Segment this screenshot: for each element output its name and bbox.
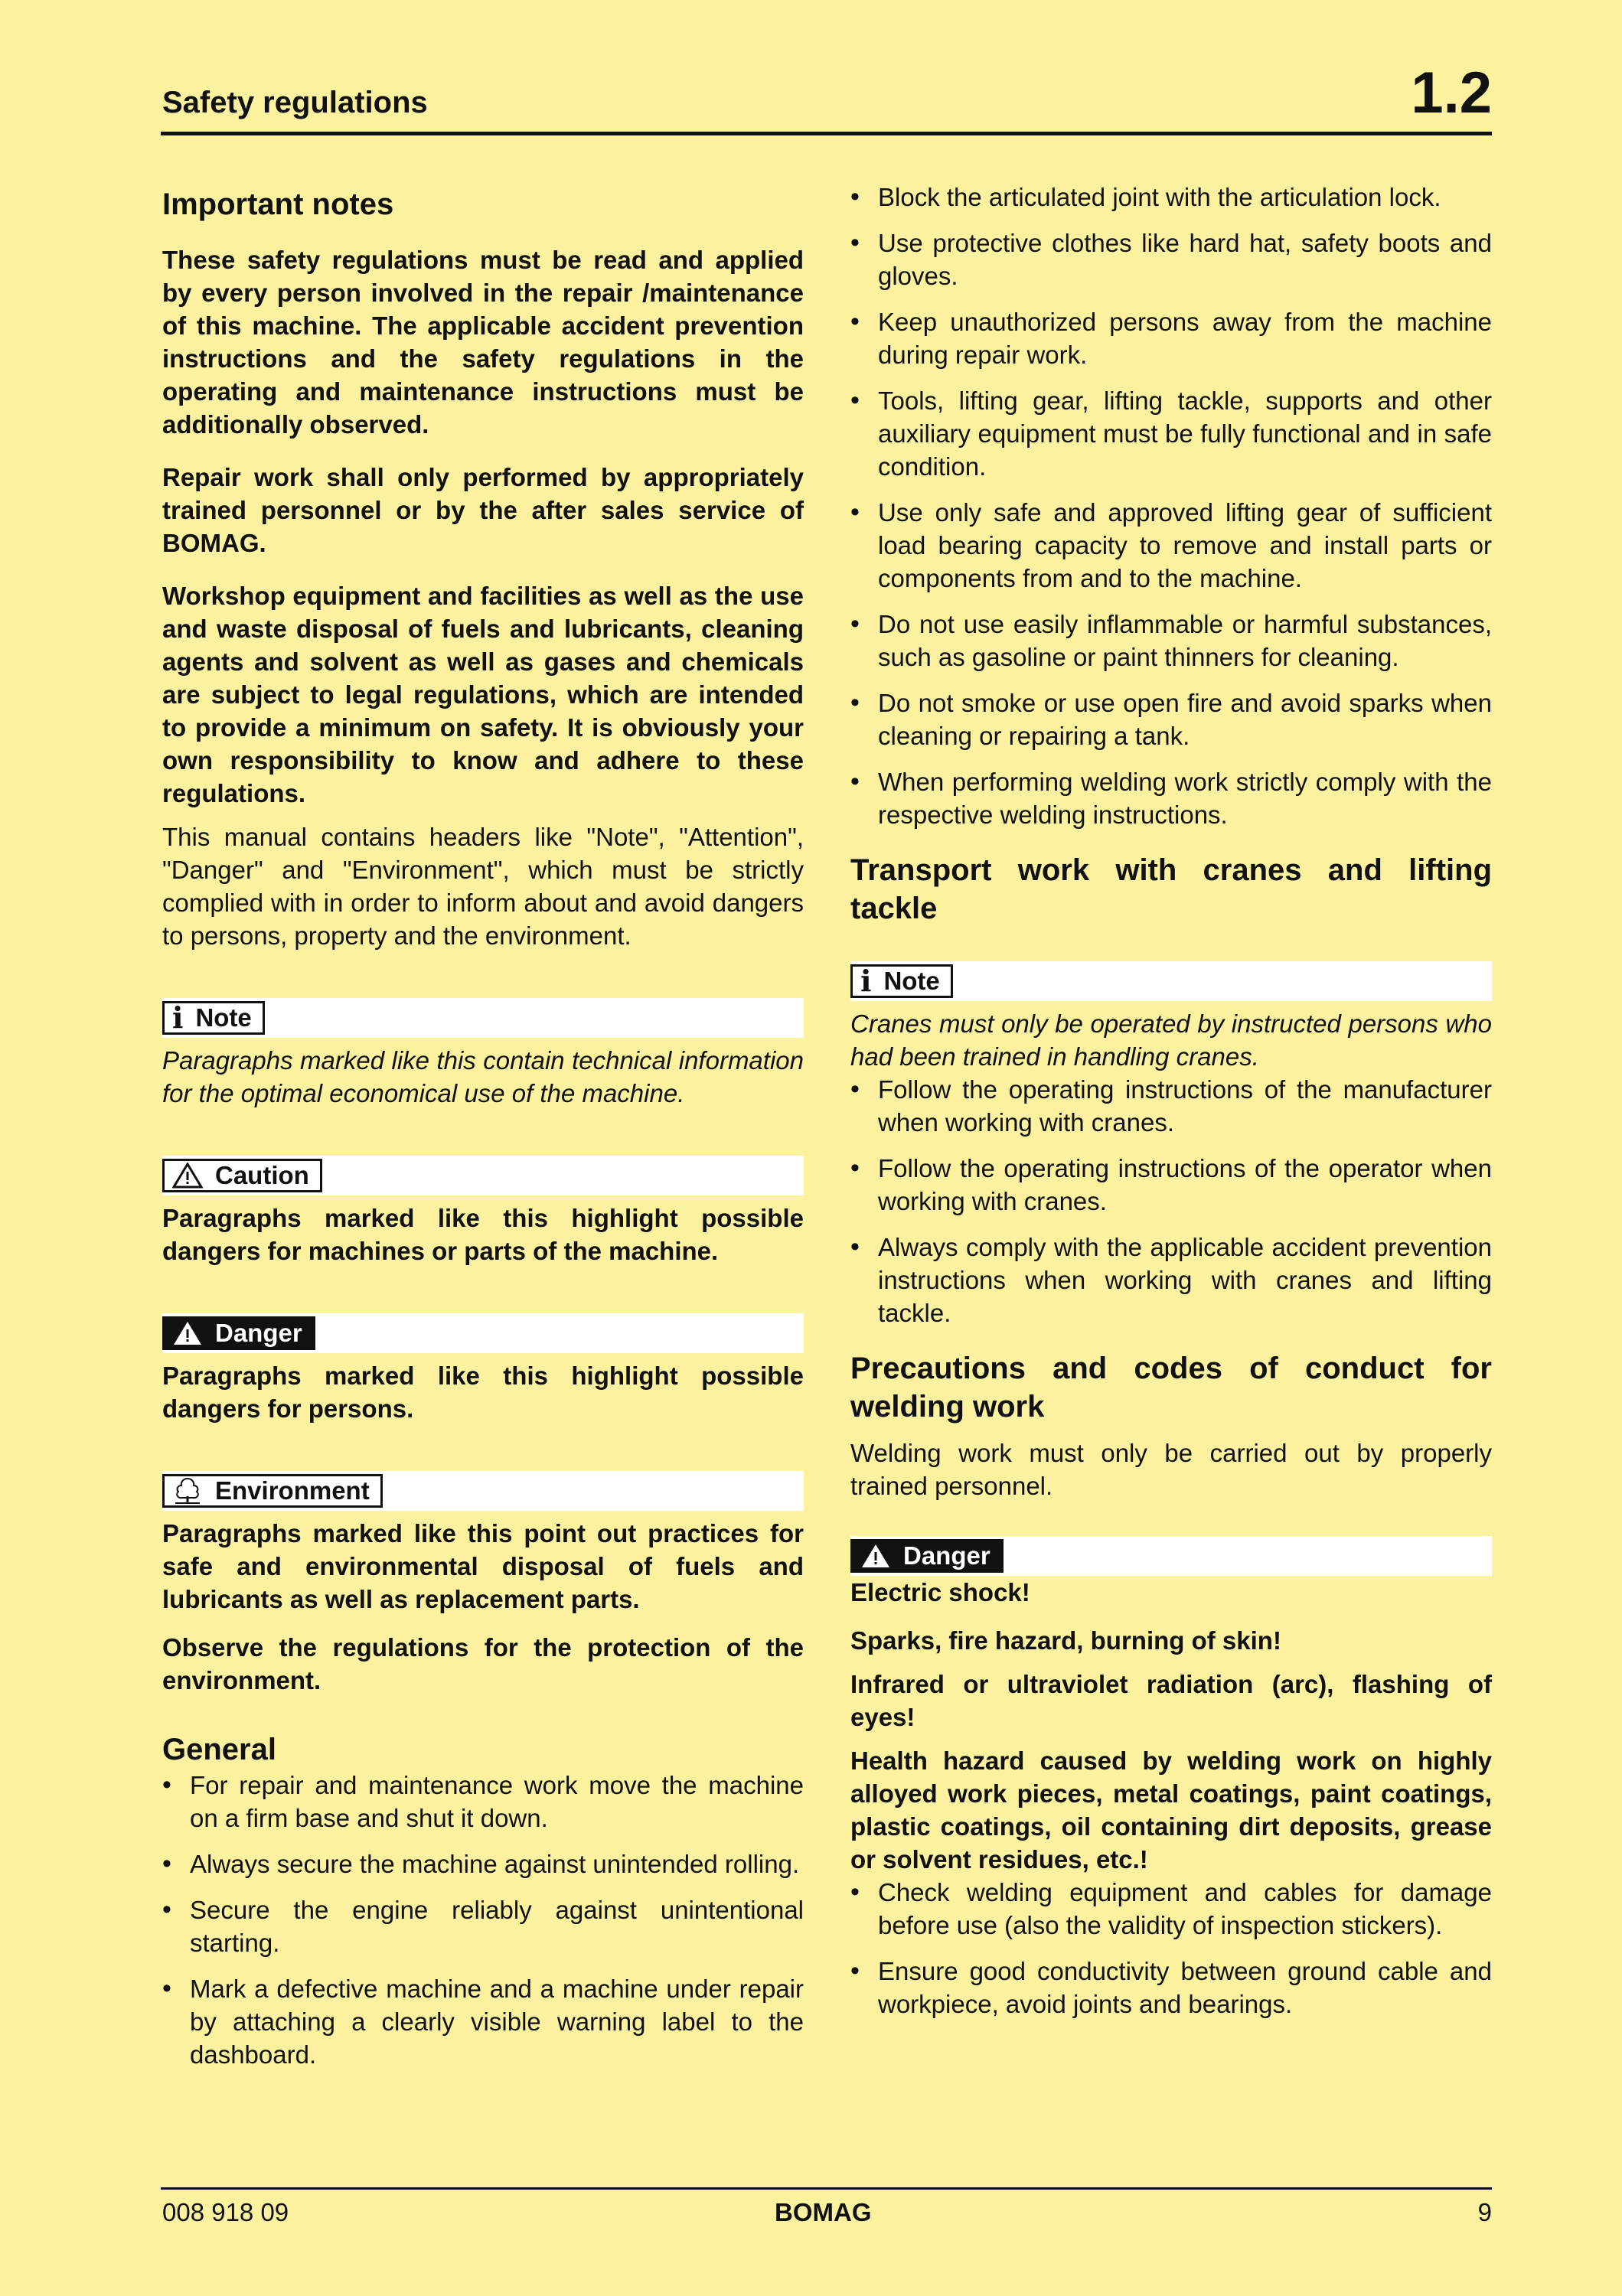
section-number: 1.2 bbox=[1411, 60, 1492, 126]
caution-label-box bbox=[162, 1159, 322, 1192]
transport-note-text: Cranes must only be operated by instructed persons who had been trained in handling cranes. bbox=[850, 1009, 1492, 1071]
important-notes-heading: Important notes bbox=[162, 188, 394, 221]
welding-heading: Precautions and codes of conduct for welding work bbox=[850, 1352, 1492, 1424]
list-item: • Do not smoke or use open fire and avoid sparks when cleaning or repairing a tank. bbox=[850, 687, 1492, 752]
environment-text-2: Observe the regulations for the protection of the environment. bbox=[162, 1633, 804, 1694]
list-item: • Always secure the machine against unintended rolling. bbox=[162, 1848, 804, 1880]
danger-text: Paragraphs marked like this highlight possible dangers for persons. bbox=[162, 1362, 804, 1423]
welding-danger-line-2: Sparks, fire hazard, burning of skin! bbox=[850, 1626, 1281, 1655]
brand-name: BOMAG bbox=[775, 2198, 872, 2226]
important-paragraph-3: Workshop equipment and facilities as well as the use and waste disposal of fuels and lubricants, cleaning agents and solvent as well as gases and chemicals are subject to legal regulations, which are intended to provide a minimum on safety. It is obviously your own responsibility to know and adhere to these regulations. bbox=[162, 582, 804, 807]
environment-header-bar bbox=[162, 1471, 804, 1511]
list-item: • Use only safe and approved lifting gear of sufficient load bearing capacity to remove and install parts or components from and to the machine. bbox=[850, 496, 1492, 595]
right-column bbox=[850, 181, 1492, 2033]
footer-divider bbox=[161, 2187, 1492, 2190]
list-item: • Use protective clothes like hard hat, safety boots and gloves. bbox=[850, 227, 1492, 292]
list-item: • Block the articulated joint with the articulation lock. bbox=[850, 181, 1492, 214]
important-paragraph-1: These safety regulations must be read and applied by every person involved in the repair /maintenance of this machine. The applicable accident prevention instructions and the safety regulations in the operating and maintenance instructions must be additionally observed. bbox=[162, 246, 804, 439]
transport-heading: Transport work with cranes and lifting tackle bbox=[850, 853, 1492, 925]
list-item: • Do not use easily inflammable or harmful substances, such as gasoline or paint thinners for cleaning. bbox=[850, 608, 1492, 673]
transport-list bbox=[850, 1073, 1492, 1329]
general-heading: General bbox=[162, 1733, 276, 1766]
page-number: 9 bbox=[1477, 2198, 1492, 2226]
list-item: • Follow the operating instructions of the operator when working with cranes. bbox=[850, 1152, 1492, 1218]
list-item: • Keep unauthorized persons away from the machine during repair work. bbox=[850, 305, 1492, 371]
danger-label: Danger bbox=[215, 1319, 302, 1347]
list-item: • When performing welding work strictly comply with the respective welding instructions. bbox=[850, 765, 1492, 831]
left-column bbox=[162, 181, 804, 2084]
welding-paragraph: Welding work must only be carried out by properly trained personnel. bbox=[850, 1439, 1492, 1500]
list-item: • Tools, lifting gear, lifting tackle, supports and other auxiliary equipment must be fully functional and in safe condition. bbox=[850, 384, 1492, 483]
transport-note-label: Note bbox=[883, 967, 940, 995]
caution-label: Caution bbox=[215, 1161, 309, 1189]
welding-danger-label-box bbox=[850, 1539, 1004, 1573]
welding-danger-line-4: Health hazard caused by welding work on highly alloyed work pieces, metal coatings, paint coatings, plastic coatings, oil containing dirt deposits, grease or solvent residues, etc.! bbox=[850, 1746, 1492, 1874]
danger-triangle-icon bbox=[860, 1543, 891, 1569]
welding-danger-line-1: Electric shock! bbox=[850, 1578, 1030, 1606]
welding-list bbox=[850, 1876, 1492, 2020]
danger-header-bar bbox=[162, 1313, 804, 1353]
header-divider bbox=[161, 132, 1492, 135]
note-label: Note bbox=[195, 1003, 252, 1032]
list-item: • Always comply with the applicable accident prevention instructions when working with cranes and lifting tackle. bbox=[850, 1231, 1492, 1329]
general-list bbox=[162, 1769, 804, 2071]
list-item: • Mark a defective machine and a machine under repair by attaching a clearly visible warning label to the dashboard. bbox=[162, 1972, 804, 2071]
environment-label-box bbox=[162, 1474, 383, 1508]
section-title: Safety regulations bbox=[162, 86, 428, 119]
note-label-box bbox=[162, 1001, 265, 1035]
environment-label: Environment bbox=[215, 1476, 370, 1505]
warning-triangle-icon bbox=[172, 1163, 203, 1189]
important-paragraph-4: This manual contains headers like "Note", "Attention", "Danger" and "Environment", which must be strictly complied with in order to inform about and avoid dangers to persons, property and the environment. bbox=[162, 823, 804, 950]
general-list-continued bbox=[850, 181, 1492, 831]
caution-text: Paragraphs marked like this highlight possible dangers for machines or parts of the machine. bbox=[162, 1204, 804, 1265]
welding-danger-line-3: Infrared or ultraviolet radiation (arc), flashing of eyes! bbox=[850, 1670, 1492, 1731]
welding-danger-label: Danger bbox=[903, 1541, 990, 1570]
environment-tree-icon bbox=[172, 1476, 203, 1505]
info-icon: i bbox=[172, 1000, 184, 1035]
danger-triangle-icon bbox=[172, 1320, 203, 1346]
welding-danger-header-bar bbox=[850, 1536, 1492, 1576]
list-item: • For repair and maintenance work move the machine on a firm base and shut it down. bbox=[162, 1769, 804, 1835]
caution-header-bar bbox=[162, 1156, 804, 1195]
note-header-bar bbox=[162, 998, 804, 1038]
environment-text: Paragraphs marked like this point out practices for safe and environmental disposal of fuels and lubricants as well as replacement parts. bbox=[162, 1519, 804, 1613]
list-item: • Secure the engine reliably against unintentional starting. bbox=[162, 1893, 804, 1959]
danger-label-box bbox=[162, 1316, 315, 1350]
list-item: • Follow the operating instructions of the manufacturer when working with cranes. bbox=[850, 1073, 1492, 1139]
document-number: 008 918 09 bbox=[162, 2198, 289, 2226]
info-icon: i bbox=[860, 964, 872, 998]
list-item: • Check welding equipment and cables for damage before use (also the validity of inspection stickers). bbox=[850, 1876, 1492, 1942]
note-text: Paragraphs marked like this contain technical information for the optimal economical use of the machine. bbox=[162, 1046, 804, 1107]
transport-note-label-box bbox=[850, 964, 953, 998]
list-item: • Ensure good conductivity between ground cable and workpiece, avoid joints and bearings. bbox=[850, 1955, 1492, 2020]
transport-note-header-bar bbox=[850, 961, 1492, 1001]
important-paragraph-2: Repair work shall only performed by appropriately trained personnel or by the after sales service of BOMAG. bbox=[162, 463, 804, 557]
